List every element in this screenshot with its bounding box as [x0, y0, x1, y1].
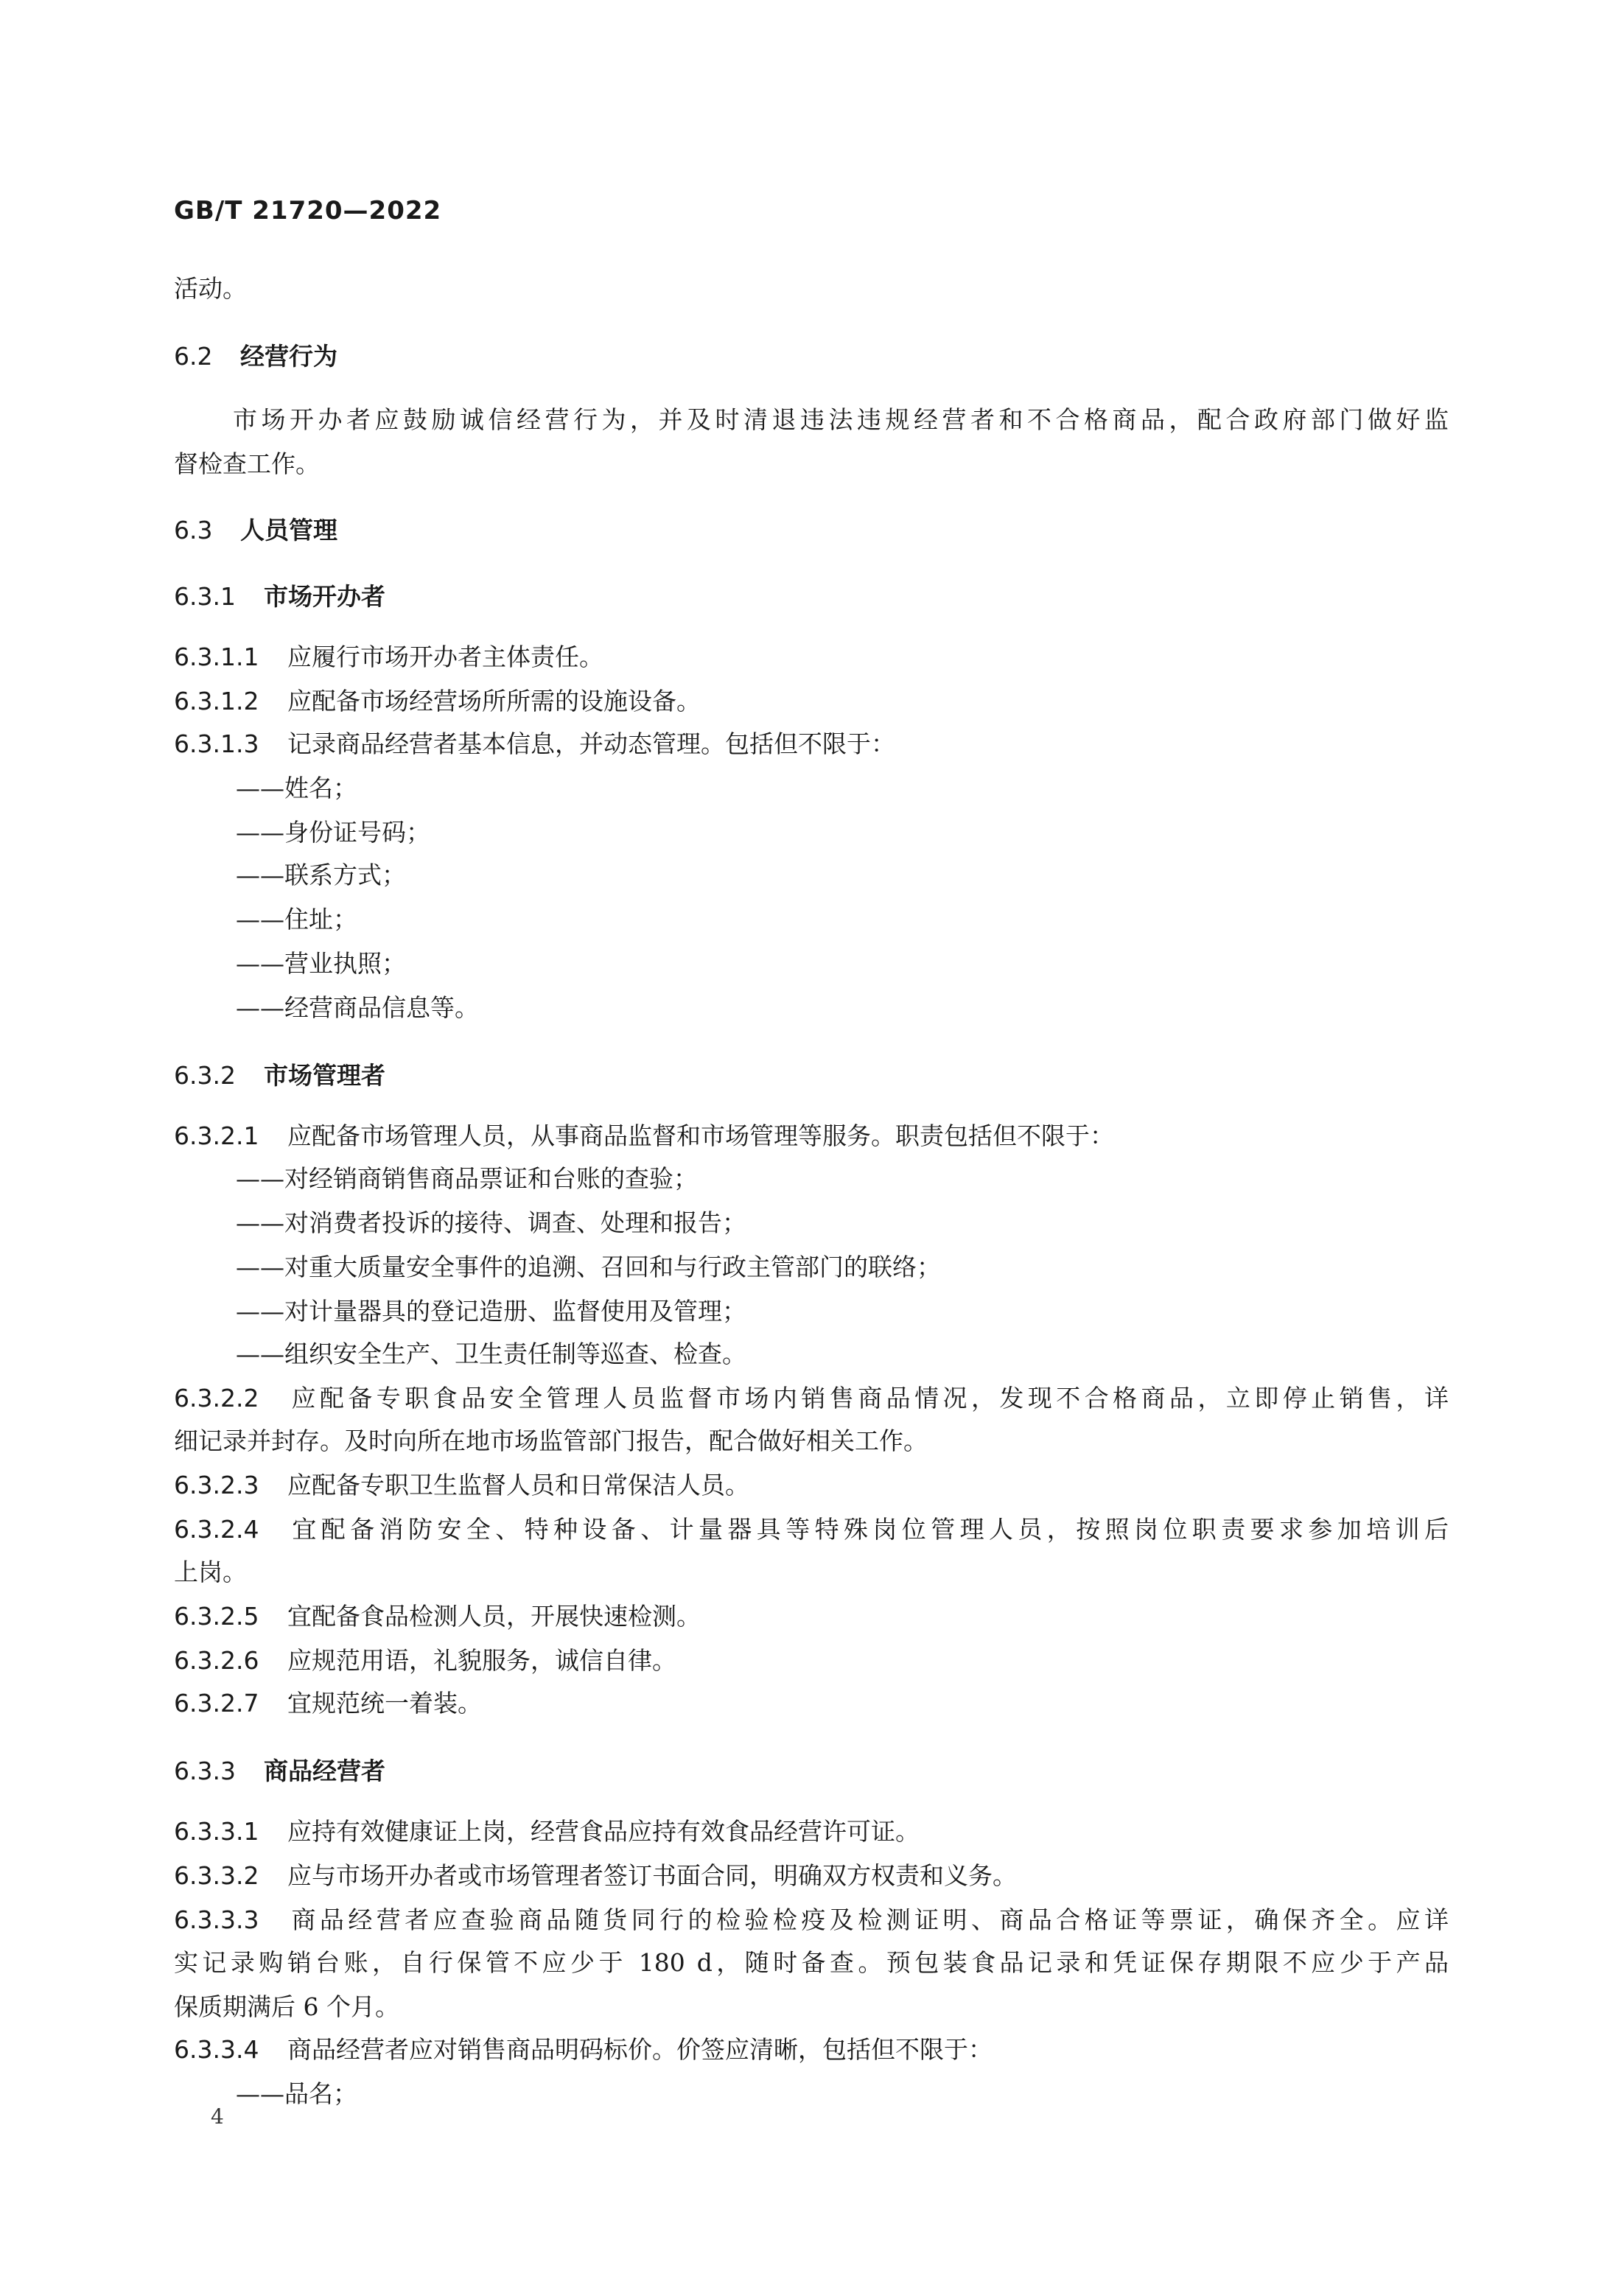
- clause-number: 6.3.2.2: [174, 1384, 259, 1412]
- clause-6-3-3-4: [174, 2035, 1449, 2065]
- clause-number: 6.3.2.3: [174, 1471, 259, 1499]
- section-6-3-3-heading: [174, 1757, 1449, 1786]
- section-6-3-1-heading: [174, 582, 1449, 612]
- clause-6-3-1-1: [174, 643, 1449, 672]
- paragraph-6-2-line-1: 市场开办者应鼓励诚信经营行为，并及时清退违法违规经营者和不合格商品，配合政府部门做好监: [233, 405, 1449, 434]
- section-6-3-2-heading: [174, 1061, 1449, 1091]
- clause-6-3-3-1: [174, 1817, 1449, 1846]
- clause-number: 6.3.3.2: [174, 1861, 259, 1890]
- clause-number: 6.3.3.1: [174, 1817, 259, 1846]
- clause-6-3-2-2-line-2: 细记录并封存。及时向所在地市场监管部门报告，配合做好相关工作。: [174, 1426, 928, 1455]
- clause-6-3-1-2: [174, 687, 1449, 716]
- clause-number: 6.3.2.4: [174, 1515, 259, 1544]
- clause-text: 应规范用语，礼貌服务，诚信自律。: [287, 1646, 676, 1675]
- list-item: ——对重大质量安全事件的追溯、召回和与行政主管部门的联络；: [236, 1253, 941, 1281]
- subsection-title: 商品经营者: [264, 1757, 385, 1785]
- list-item: ——组织安全生产、卫生责任制等巡查、检查。: [236, 1340, 746, 1368]
- list-item: ——经营商品信息等。: [236, 993, 479, 1022]
- list-item: ——身份证号码；: [236, 818, 430, 847]
- subsection-number: 6.3.3: [174, 1757, 236, 1785]
- section-number: 6.3: [174, 516, 213, 545]
- clause-text: 应配备市场经营场所所需的设施设备。: [287, 687, 701, 715]
- clause-6-3-2-4: [174, 1515, 1449, 1544]
- clause-number: 6.3.3.4: [174, 2035, 259, 2064]
- clause-6-3-2-1: [174, 1121, 1449, 1151]
- list-item: ——住址；: [236, 905, 357, 934]
- subsection-title: 市场管理者: [264, 1061, 385, 1090]
- page-number: 4: [211, 2104, 224, 2129]
- clause-text: 宜规范统一着装。: [287, 1689, 482, 1718]
- list-item: ——营业执照；: [236, 949, 406, 978]
- section-title: 经营行为: [240, 342, 337, 371]
- clause-text: 商品经营者应对销售商品明码标价。价签应清晰，包括但不限于：: [287, 2035, 993, 2064]
- continuation-text: 活动。: [174, 274, 247, 303]
- clause-text: 应与市场开办者或市场管理者签订书面合同，明确双方权责和义务。: [287, 1861, 1017, 1890]
- section-title: 人员管理: [240, 516, 337, 545]
- list-item: ——姓名；: [236, 774, 357, 802]
- subsection-number: 6.3.2: [174, 1061, 236, 1090]
- clause-text: 应配备市场管理人员，从事商品监督和市场管理等服务。职责包括但不限于：: [287, 1121, 1114, 1150]
- clause-text: 宜配备食品检测人员，开展快速检测。: [287, 1602, 701, 1631]
- clause-6-3-3-3: [174, 1905, 1449, 1935]
- clause-number: 6.3.2.5: [174, 1602, 259, 1631]
- clause-6-3-2-4-line-2: 上岗。: [174, 1558, 247, 1586]
- clause-6-3-3-3-line-2: 实记录购销台账，自行保管不应少于 180 d，随时备查。预包装食品记录和凭证保存期限不应少于产品: [174, 1948, 1449, 1977]
- section-6-2-heading: [174, 342, 1449, 371]
- clause-text: 商品经营者应查验商品随货同行的检验检疫及检测证明、商品合格证等票证，确保齐全。应详: [287, 1905, 1449, 1934]
- clause-number: 6.3.2.6: [174, 1646, 259, 1675]
- subsection-number: 6.3.1: [174, 582, 236, 611]
- clause-6-3-2-2: [174, 1384, 1449, 1413]
- clause-6-3-2-7: [174, 1689, 1449, 1718]
- clause-number: 6.3.2.7: [174, 1689, 259, 1718]
- clause-6-3-1-3: [174, 729, 1449, 759]
- section-6-3-heading: [174, 516, 1449, 545]
- clause-6-3-2-3: [174, 1471, 1449, 1500]
- list-item: ——对计量器具的登记造册、监督使用及管理；: [236, 1297, 746, 1326]
- standard-code-header: GB/T 21720—2022: [174, 196, 442, 225]
- list-item: ——对经销商销售商品票证和台账的查验；: [236, 1164, 698, 1193]
- clause-text: 应配备专职食品安全管理人员监督市场内销售商品情况，发现不合格商品，立即停止销售，详: [287, 1384, 1449, 1412]
- clause-text: 宜配备消防安全、特种设备、计量器具等特殊岗位管理人员，按照岗位职责要求参加培训后: [287, 1515, 1449, 1544]
- clause-text: 记录商品经营者基本信息，并动态管理。包括但不限于：: [287, 729, 895, 758]
- clause-text: 应配备专职卫生监督人员和日常保洁人员。: [287, 1471, 749, 1499]
- clause-6-3-3-3-line-3: 保质期满后 6 个月。: [174, 1992, 399, 2021]
- clause-6-3-2-6: [174, 1646, 1449, 1676]
- list-item: ——对消费者投诉的接待、调查、处理和报告；: [236, 1208, 746, 1237]
- clause-6-3-2-5: [174, 1602, 1449, 1631]
- paragraph-6-2-line-2: 督检查工作。: [174, 449, 320, 478]
- subsection-title: 市场开办者: [264, 582, 385, 611]
- clause-number: 6.3.3.3: [174, 1905, 259, 1934]
- list-item: ——联系方式；: [236, 861, 406, 889]
- clause-number: 6.3.1.3: [174, 729, 259, 758]
- clause-text: 应履行市场开办者主体责任。: [287, 643, 603, 671]
- list-item: ——品名；: [236, 2079, 357, 2108]
- clause-6-3-3-2: [174, 1861, 1449, 1891]
- clause-number: 6.3.1.1: [174, 643, 259, 671]
- clause-text: 应持有效健康证上岗，经营食品应持有效食品经营许可证。: [287, 1817, 920, 1846]
- clause-number: 6.3.2.1: [174, 1121, 259, 1150]
- clause-number: 6.3.1.2: [174, 687, 259, 715]
- section-number: 6.2: [174, 342, 213, 371]
